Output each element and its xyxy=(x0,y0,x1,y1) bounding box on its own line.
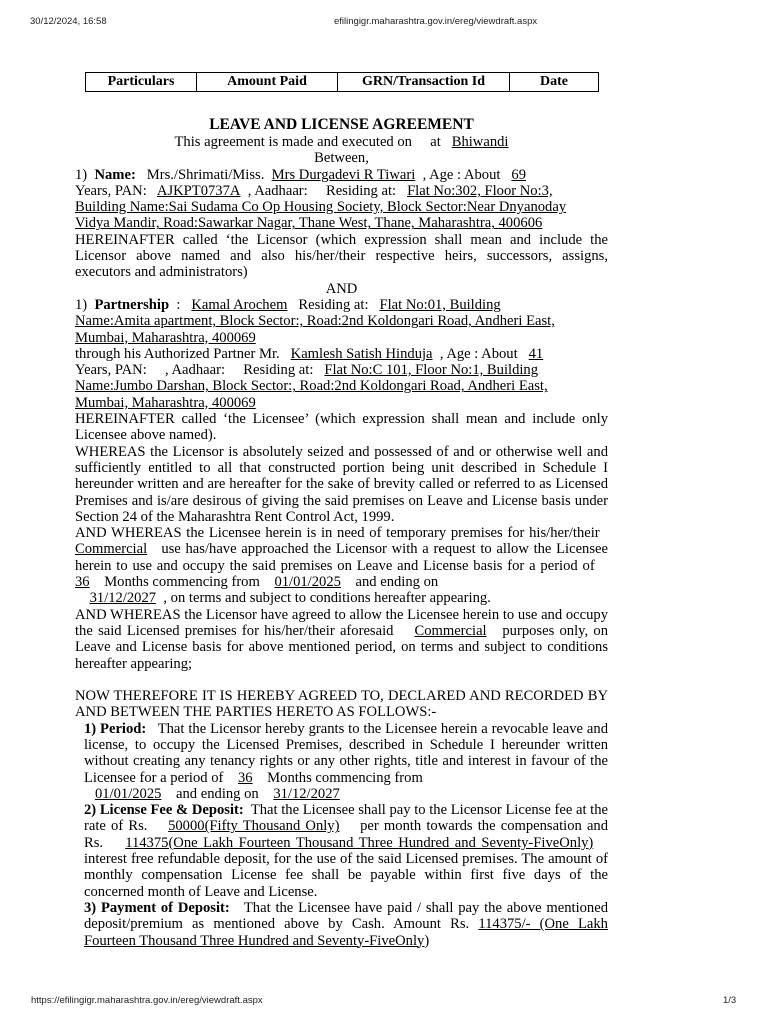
licensee-partner-address-line1: Flat No:C 101, Floor No:1, Building xyxy=(324,362,539,379)
whereas-need-paragraph: AND WHEREAS the Licensee herein is in need of temporary premises for his/her/their Commercial use has/have approached the Licensor with a request to allow the Licensee herein to use and occupy the said premises on Leave and License basis for a period of 36 Months commencing from 01/01/2025 and ending on 31/12/2027 , on terms and subject to conditions hereafter appearing. xyxy=(75,525,608,607)
grn-header-transaction-id: GRN/Transaction Id xyxy=(338,73,510,92)
whereas-ownership-paragraph: WHEREAS the Licensor is absolutely seized and possessed of and or otherwise well and sufficiently entitled to all that constructed portion being unit described in Schedule I hereunder written and are hereafter for the sake of brevity called or referred to as Licensed Premises and is/are desirous of giving the said premises on Leave and License basis under Section 24 of the Maharashtra Rent Control Act, 1999. xyxy=(75,443,608,525)
licensor-pan: AJKPT0737A xyxy=(156,182,241,199)
license-fee-amount: 50000(Fifty Thousand Only) xyxy=(168,818,340,835)
clause-period: 1) Period: That the Licensor hereby grants to the Licensee herein a revocable leave and license, to occupy the Licensed Premises, described in Schedule I hereunder written without creating any tenancy rights or any other rights, title and interest in favour of the Licensee for a period of 36 Months commencing from 01/01/2025 and ending on 31/12/2027 xyxy=(84,720,609,802)
grn-header-date: Date xyxy=(510,73,599,92)
licensee-partner-address-line2: Name:Jumbo Darshan, Block Sector:, Road:2nd Koldongari Road, Andheri East, xyxy=(75,378,548,395)
period-end-date: 31/12/2027 xyxy=(273,785,340,802)
grn-header-particulars: Particulars xyxy=(86,73,197,92)
licensee-firm-address-line2: Name:Amita apartment, Block Sector:, Road:2nd Koldongari Road, Andheri East, xyxy=(75,313,555,330)
execution-place: Bhiwandi xyxy=(451,134,509,150)
premises-use: Commercial xyxy=(75,541,148,558)
licensee-firm-name: Kamal Arochem xyxy=(191,296,288,313)
licensor-age: 69 xyxy=(511,166,526,183)
licensor-hereinafter: HEREINAFTER called ‘the Licensor (which expression shall mean and include the Licensor above named and also his/her/their respective heirs, successors, assigns, executors and administrators) xyxy=(75,231,608,281)
licensee-partner-name: Kamlesh Satish Hinduja xyxy=(290,345,433,362)
now-therefore-paragraph: NOW THEREFORE IT IS HEREBY AGREED TO, DECLARED AND RECORDED BY AND BETWEEN THE PARTIES HERETO AS FOLLOWS:- xyxy=(75,688,608,721)
licensee-section: 1) Partnership : Kamal Arochem Residing at: Flat No:01, Building Name:Amita apartment, Block Sector:, Road:2nd Koldongari Road, Andheri East, Mumbai, Maharashtra, 400069 through his Authorized Partner Mr. Kamlesh Satish Hinduja , Age : About 41 Years, PAN: , Aadhaar: Residing at: Flat No:C 101, Floor No:1, Building Name:Jumbo Darshan, Block Sector:, Road:2nd Koldongari Road, Andheri East, Mumbai, Maharashtra, 400069 xyxy=(75,296,555,411)
licensor-address-line2: Building Name:Sai Sudama Co Op Housing Society, Block Sector:Near Dnyanoday xyxy=(75,199,567,216)
deposit-payment-amount: 114375/- (One Lakh Fourteen Thousand Three Hundred and Seventy-FiveOnly) xyxy=(84,916,608,949)
clause-license-fee-deposit: 2) License Fee & Deposit: That the Licensee shall pay to the Licensor License fee at the rate of Rs. 50000(Fifty Thousand Only) per month towards the compensation and Rs. 114375(One Lakh Fourteen Thousand Three Hundred and Seventy-FiveOnly) interest free refundable deposit, for the use of the said Licensed premises. The amount of monthly compensation License fee shall be payable within first five days of the concerned month of Leave and License. xyxy=(84,802,609,900)
print-timestamp: 30/12/2024, 16:58 xyxy=(30,16,107,27)
and-separator: AND xyxy=(325,280,358,297)
aforesaid-use: Commercial xyxy=(414,622,487,639)
licensor-section: 1) Name: Mrs./Shrimati/Miss. Mrs Durgadevi R Tiwari , Age : About 69 Years, PAN: AJKPT0737A , Aadhaar: Residing at: Flat No:302, Floor No:3, Building Name:Sai Sudama Co Op Housing Society, Block Sector:Near Dnyanoday Vidya Mandir, Road:Sawarkar Nagar, Thane West, Thane, Maharashtra, 400606 xyxy=(75,166,567,232)
between-label: Between, xyxy=(314,150,369,167)
print-header-url: efilingigr.maharashtra.gov.in/ereg/viewdraft.aspx xyxy=(334,16,538,27)
licensor-address-line1: Flat No:302, Floor No:3, xyxy=(407,182,553,199)
licensor-name: Mrs Durgadevi R Tiwari xyxy=(271,166,416,183)
license-start-date: 01/01/2025 xyxy=(274,574,341,591)
grn-header-amount-paid: Amount Paid xyxy=(197,73,338,92)
licensor-address-line3: Vidya Mandir, Road:Sawarkar Nagar, Thane West, Thane, Maharashtra, 400606 xyxy=(75,215,543,232)
licensee-firm-address-line3: Mumbai, Maharashtra, 400069 xyxy=(75,329,256,346)
licensee-firm-address-line1: Flat No:01, Building xyxy=(379,296,501,313)
page-number: 1/3 xyxy=(723,995,737,1006)
agreement-title: LEAVE AND LICENSE AGREEMENT xyxy=(209,116,474,133)
grn-table xyxy=(85,72,599,92)
licensee-hereinafter: HEREINAFTER called ‘the Licensee’ (which expression shall mean and include only Licensee above named). xyxy=(75,411,608,444)
whereas-agreed-paragraph: AND WHEREAS the Licensor have agreed to allow the Licensee herein to use and occupy the said Licensed premises for his/her/their aforesaid Commercial purposes only, on Leave and License basis for above mentioned period, on terms and subject to conditions hereafter appearing; xyxy=(75,606,609,672)
print-footer-url: https://efilingigr.maharashtra.gov.in/ereg/viewdraft.aspx xyxy=(31,995,263,1006)
period-start-date: 01/01/2025 xyxy=(94,785,162,802)
agreement-body xyxy=(75,116,608,949)
made-at-line: This agreement is made and executed on at Bhiwandi xyxy=(174,134,509,150)
deposit-amount: 114375(One Lakh Fourteen Thousand Three Hundred and Seventy-FiveOnly) xyxy=(125,834,594,851)
licensee-partner-address-line3: Mumbai, Maharashtra, 400069 xyxy=(75,394,256,411)
license-end-date: 31/12/2027 xyxy=(89,590,157,607)
license-months: 36 xyxy=(75,574,90,591)
licensee-partner-age: 41 xyxy=(528,345,544,362)
clause-payment-of-deposit: 3) Payment of Deposit: That the Licensee have paid / shall pay the above mentioned deposit/premium as mentioned above by Cash. Amount Rs. 114375/- (One Lakh Fourteen Thousand Three Hundred and Seventy-FiveOnly) xyxy=(84,899,608,949)
